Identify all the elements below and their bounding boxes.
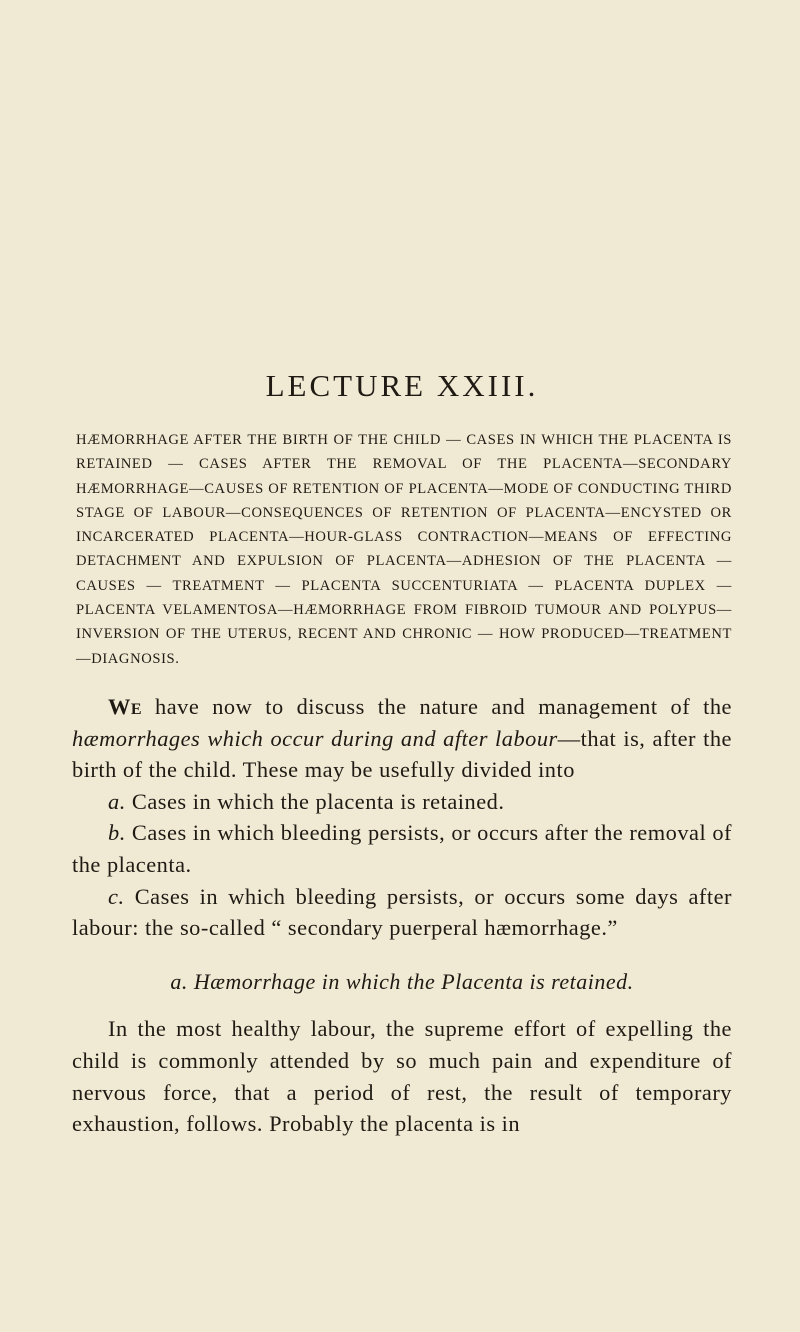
body-text <box>72 691 732 1140</box>
list-item-label: a. <box>108 788 126 814</box>
list-item-text: Cases in which bleeding persists, or occurs some days after labour: the so-called “ secondary puerperal hæmorrhage.” <box>72 883 732 941</box>
section-paragraph: In the most healthy labour, the supreme effort of expelling the child is commonly attended by so much pain and expenditure of nervous force, that a period of rest, the result of temporary exhaustion, follows. Probably the placenta is in <box>72 1016 732 1137</box>
intro-lead-word: We <box>108 693 143 719</box>
list-item-label: b. <box>108 820 126 846</box>
lecture-synopsis: HÆMORRHAGE AFTER THE BIRTH OF THE CHILD — CASES IN WHICH THE PLACENTA IS RETAINED — CASES AFTER THE REMOVAL OF THE PLACENTA—SECONDARY HÆMORRHAGE—CAUSES OF RETENTION OF PLACENTA—MODE OF CONDUCTING THIRD STAGE OF LABOUR—CONSEQUENCES OF RETENTION OF PLACENTA—ENCYSTED OR INCARCERATED PLACENTA—HOUR-GLASS CONTRACTION—MEANS OF EFFECTING DETACHMENT AND EXPULSION OF PLACENTA—ADHESION OF THE PLACENTA — CAUSES — TREATMENT — PLACENTA SUCCENTURIATA — PLACENTA DUPLEX — PLACENTA VELAMENTOSA—HÆMORRHAGE FROM FIBROID TUMOUR AND POLYPUS—INVERSION OF THE UTERUS, RECENT AND CHRONIC — HOW PRODUCED—TREATMENT—DIAGNOSIS. <box>76 432 732 667</box>
list-item-c <box>72 881 732 944</box>
intro-text-1: have now to discuss the nature and management of the <box>142 693 732 719</box>
list-item-text: Cases in which bleeding persists, or occurs after the removal of the placenta. <box>72 820 732 877</box>
list-item-a <box>72 786 732 818</box>
list-item-label: c. <box>108 883 125 909</box>
section-heading <box>72 966 732 998</box>
lecture-title: LECTURE XXIII. <box>265 368 539 403</box>
intro-text-2: —that is, after the birth of the child. These may be usefully divided into <box>72 725 732 783</box>
section-heading-title: Hæmorrhage in which the Placenta is retained. <box>193 968 634 994</box>
intro-paragraph <box>72 691 732 786</box>
list-item-b <box>72 817 732 880</box>
intro-italic-phrase: hæmorrhages which occur during and after labour <box>72 725 558 751</box>
list-item-text: Cases in which the placenta is retained. <box>125 788 505 814</box>
section-heading-label: a. <box>170 968 188 994</box>
